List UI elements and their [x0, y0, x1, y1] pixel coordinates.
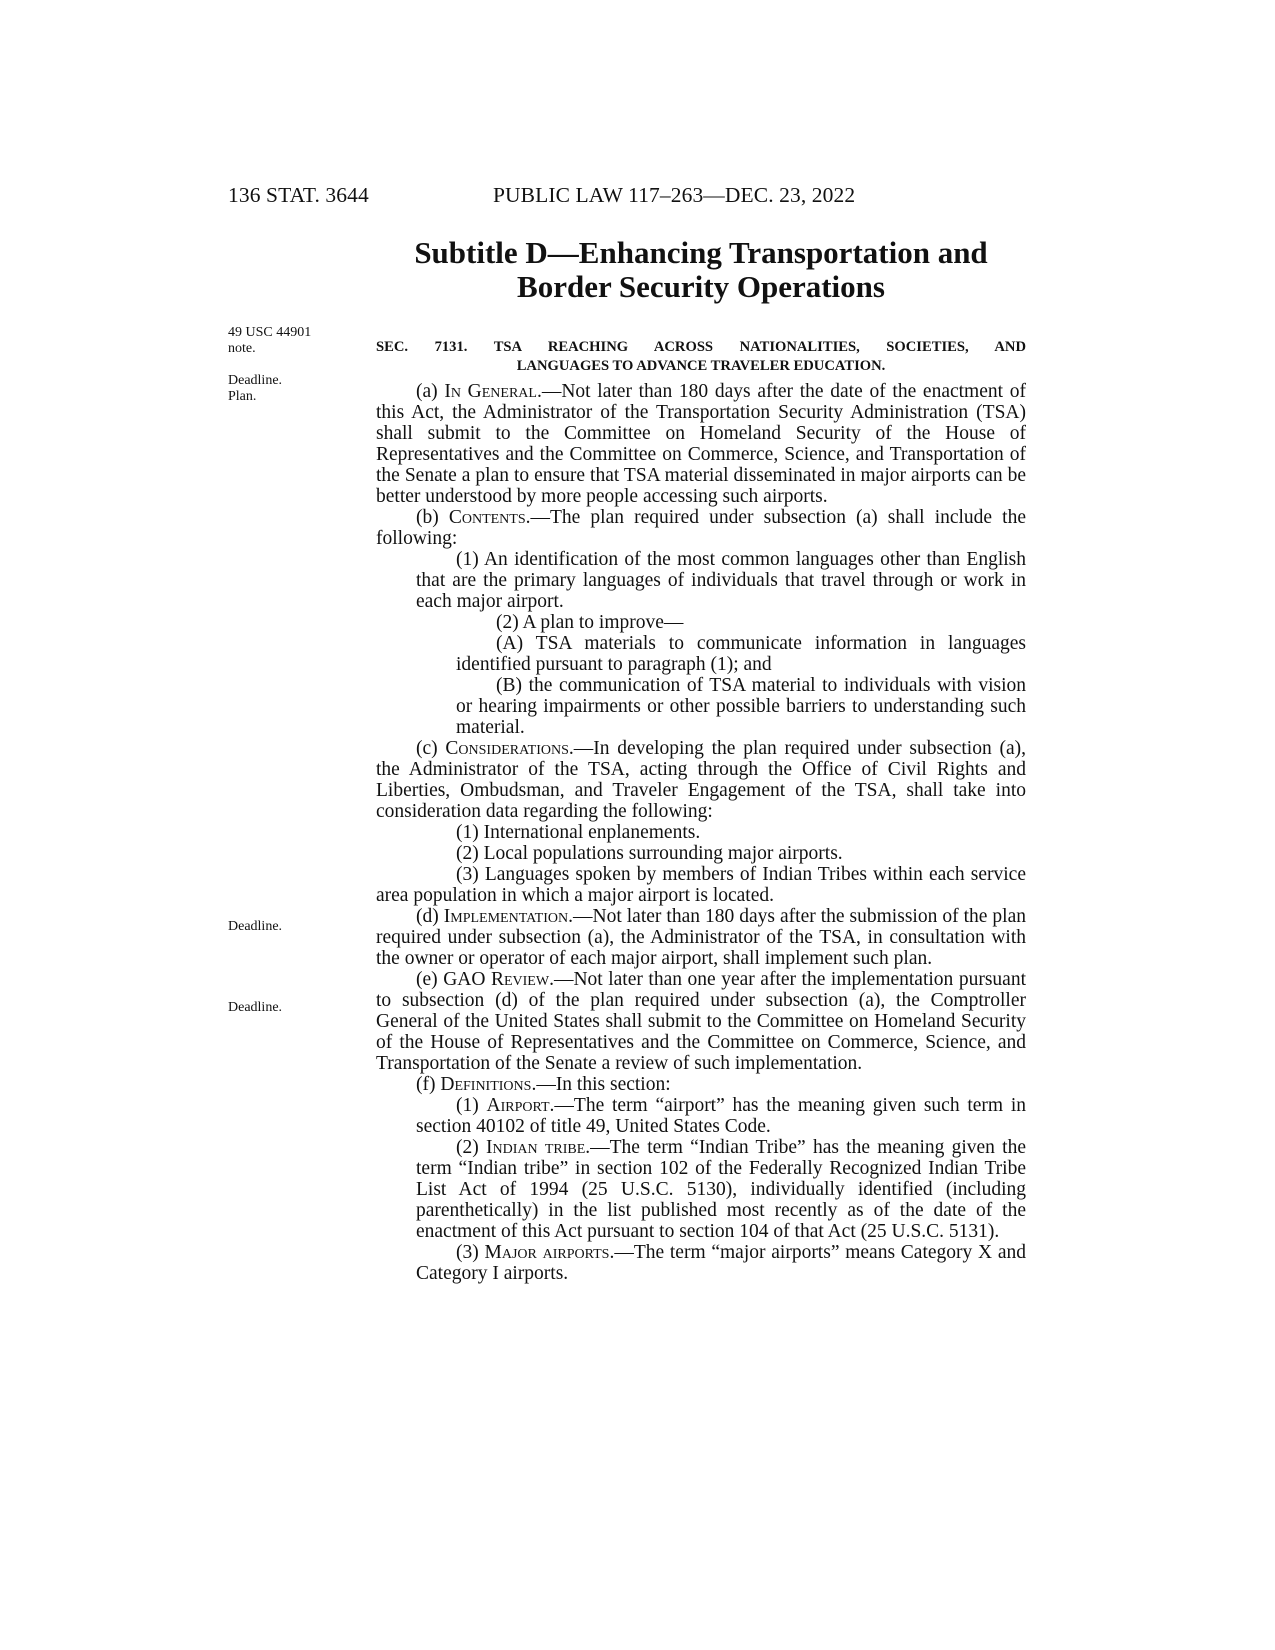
- paragraph-b-label: (b): [416, 507, 449, 528]
- margin-note-citation-line-1: 49 USC 44901: [228, 325, 312, 340]
- paragraph-d-text: .—Not later than 180 days after the submission of the plan required under subsection (a), the Administrator of the TSA, in consultation with the owner or operator of each major airport, shall implement such plan.: [376, 906, 1026, 969]
- paragraph-c: [376, 738, 1026, 822]
- paragraph-e-text: .—Not later than one year after the implementation pursuant to subsection (d) of the plan required under subsection (a), the Comptroller General of the United States shall submit to the Committee on Homeland Security of the House of Representatives and the Committee on Commerce, Science, and Transportation of the Senate a review of such implementation.: [376, 969, 1026, 1074]
- margin-note-deadline: Deadline.: [228, 373, 283, 388]
- paragraph-a: [376, 381, 1026, 507]
- page-stat-citation: 136 STAT. 3644: [228, 183, 369, 207]
- paragraph-f: [376, 1074, 1026, 1095]
- paragraph-f-label: (f): [416, 1074, 441, 1095]
- subtitle-line-2: Border Security Operations: [517, 269, 885, 304]
- paragraph-c-label: (c): [416, 738, 446, 759]
- margin-note-deadline-e: [228, 1000, 348, 1016]
- paragraph-e-heading: GAO Review: [443, 969, 550, 990]
- paragraph-a-heading: In General: [444, 381, 537, 402]
- paragraph-f-2: [416, 1137, 1026, 1242]
- paragraph-b-1: (1) An identification of the most common languages other than English that are the primary languages of individuals that travel through or work in each major airport.: [416, 549, 1026, 612]
- margin-note-citation-line-2: note.: [228, 341, 256, 356]
- paragraph-f-1: [416, 1095, 1026, 1137]
- section-body: [376, 381, 1026, 1284]
- paragraph-f-2-heading: Indian tribe: [485, 1137, 586, 1158]
- section-heading: [376, 338, 1026, 376]
- paragraph-b-2: (2) A plan to improve—: [496, 612, 684, 633]
- margin-note-deadline-plan: [228, 373, 348, 405]
- paragraph-f-3-heading: Major airports: [484, 1242, 610, 1263]
- section-heading-line-1: SEC. 7131. TSA REACHING ACROSS NATIONALITIES, SOCIETIES, AND: [376, 339, 1026, 355]
- paragraph-b-heading: Contents: [448, 507, 526, 528]
- paragraph-f-heading: Definitions: [440, 1074, 532, 1095]
- paragraph-f-text: .—In this section:: [531, 1074, 671, 1095]
- subtitle-line-1: Subtitle D—Enhancing Transportation and: [414, 235, 988, 270]
- margin-note-deadline-d-text: Deadline.: [228, 919, 283, 934]
- paragraph-d: [376, 906, 1026, 969]
- paragraph-e: [376, 969, 1026, 1074]
- paragraph-f-1-text: .—The term “airport” has the meaning given such term in section 40102 of title 49, United States Code.: [416, 1095, 1026, 1137]
- paragraph-f-2-label: (2): [456, 1137, 486, 1158]
- paragraph-f-1-label: (1): [456, 1095, 487, 1116]
- paragraph-a-label: (a): [416, 381, 445, 402]
- margin-note-deadline-e-text: Deadline.: [228, 1000, 283, 1015]
- page-running-header: PUBLIC LAW 117–263—DEC. 23, 2022: [493, 183, 856, 207]
- paragraph-d-heading: Implementation: [443, 906, 569, 927]
- margin-note-plan: Plan.: [228, 389, 257, 404]
- paragraph-c-3: (3) Languages spoken by members of Indian Tribes within each service area population in which a major airport is located.: [376, 864, 1026, 906]
- paragraph-f-3: [416, 1242, 1026, 1284]
- subtitle-heading: [376, 236, 1026, 304]
- paragraph-b-text: .—The plan required under subsection (a) shall include the following:: [376, 507, 1027, 549]
- paragraph-c-2: (2) Local populations surrounding major airports.: [456, 843, 843, 864]
- paragraph-b-2-A: (A) TSA materials to communicate information in languages identified pursuant to paragraph (1); and: [456, 633, 1026, 675]
- paragraph-c-1: (1) International enplanements.: [456, 822, 701, 843]
- paragraph-f-3-text: .—The term “major airports” means Category X and Category I airports.: [416, 1242, 1026, 1284]
- section-heading-line-2: LANGUAGES TO ADVANCE TRAVELER EDUCATION.: [516, 358, 886, 374]
- paragraph-b-2-B: (B) the communication of TSA material to individuals with vision or hearing impairments or other possible barriers to understanding such material.: [456, 675, 1026, 738]
- margin-note-deadline-d: [228, 919, 348, 935]
- paragraph-c-heading: Considerations: [445, 738, 569, 759]
- paragraph-f-3-label: (3): [456, 1242, 485, 1263]
- paragraph-b: [376, 507, 1026, 549]
- paragraph-a-text: .—Not later than 180 days after the date of the enactment of this Act, the Administrator of the Transportation Security Administration (TSA) shall submit to the Committee on Homeland Security of the House of Representatives and the Committee on Commerce, Science, and Transportation of the Senate a plan to ensure that TSA material disseminated in major airports can be better understood by more people accessing such airports.: [376, 381, 1026, 507]
- paragraph-d-label: (d): [416, 906, 444, 927]
- paragraph-c-text: .—In developing the plan required under subsection (a), the Administrator of the TSA, acting through the Office of Civil Rights and Liberties, Ombudsman, and Traveler Engagement of the TSA, shall take into consideration data regarding the following:: [376, 738, 1026, 822]
- paragraph-e-label: (e): [416, 969, 444, 990]
- margin-note-citation: [228, 325, 348, 357]
- paragraph-f-2-text: .—The term “Indian Tribe” has the meaning given the term “Indian tribe” in section 102 of the Federally Recognized Indian Tribe List Act of 1994 (25 U.S.C. 5130), individually identified (including parenthetically) in the list published most recently as of the date of the enactment of this Act pursuant to section 104 of that Act (25 U.S.C. 5131).: [416, 1137, 1026, 1242]
- paragraph-f-1-heading: Airport: [486, 1095, 550, 1116]
